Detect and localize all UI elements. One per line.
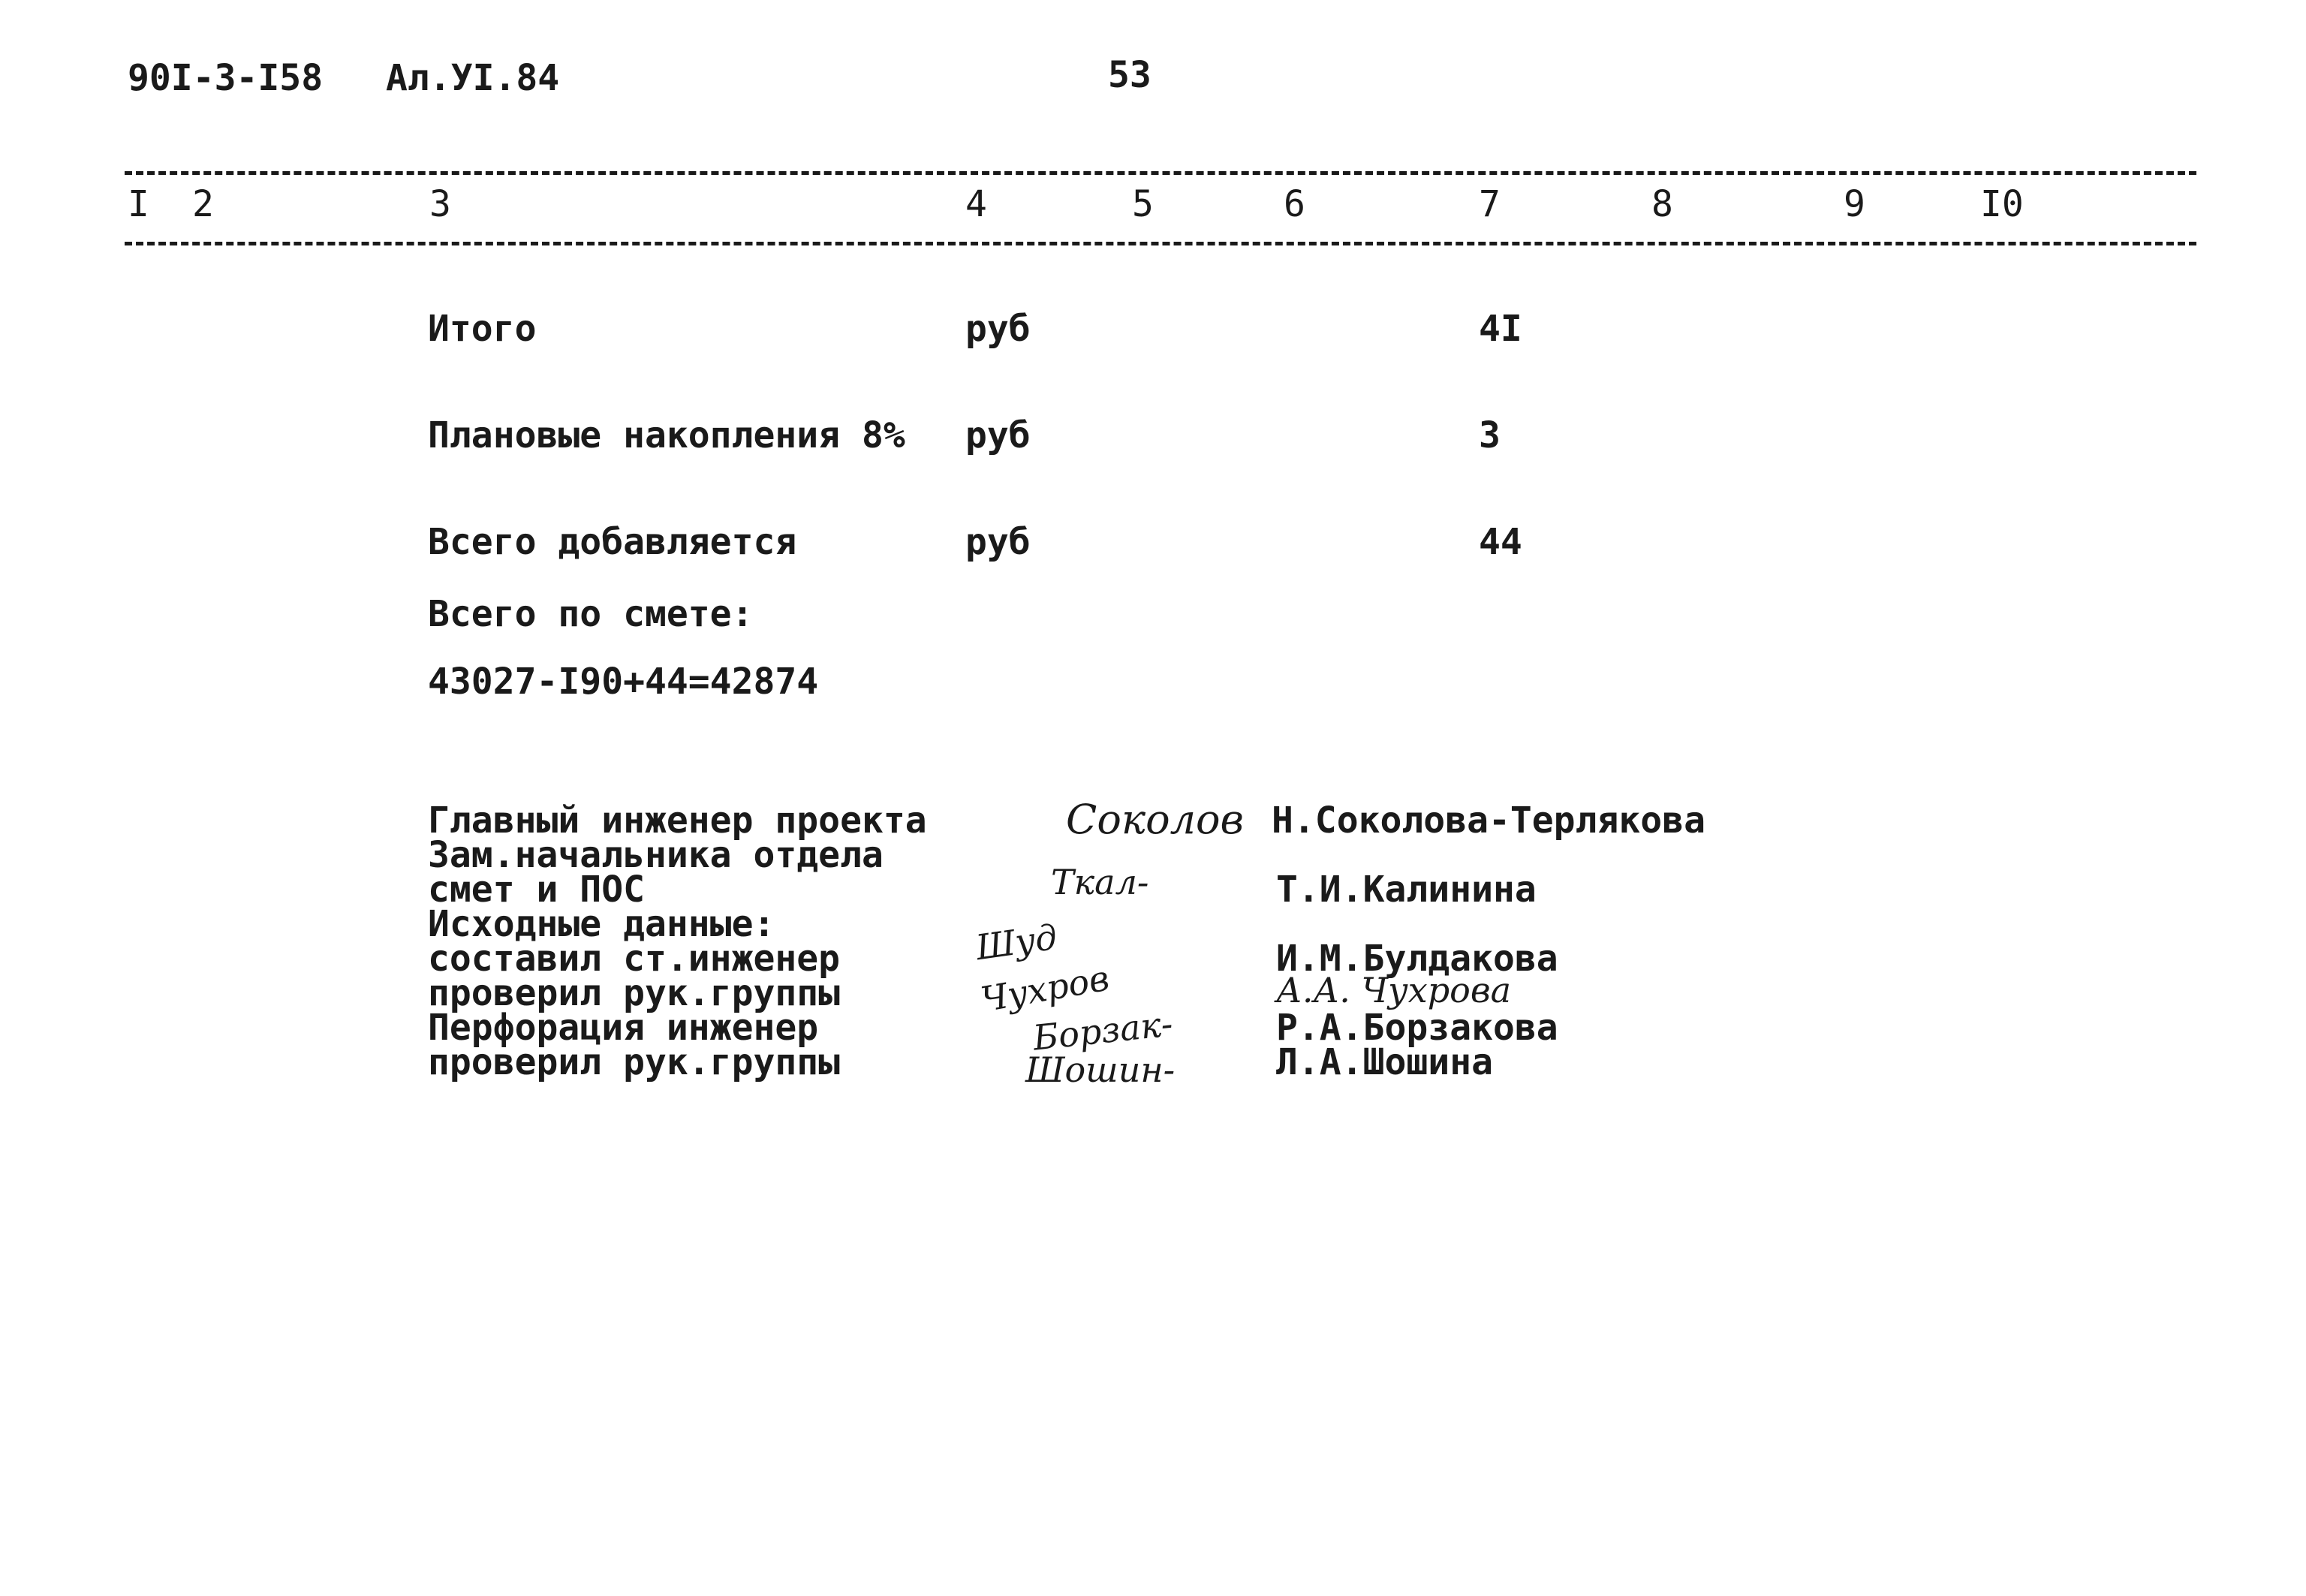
signer-title: Зам.начальника отдела	[428, 834, 884, 876]
row-name: Всего добавляется	[428, 521, 797, 563]
estimate-total-label: Всего по смете:	[428, 593, 754, 635]
table-header-top-rule	[125, 171, 2196, 175]
handwritten-signature: Шошин-	[1025, 1049, 1176, 1090]
signer-title: проверил рук.группы	[428, 972, 841, 1014]
estimate-total-formula: 43027-I90+44=42874	[428, 661, 819, 703]
signer-name-handwritten: А.А. Чухрова	[1276, 970, 1512, 1010]
row-unit: руб	[965, 521, 1031, 563]
column-number: 9	[1844, 183, 1865, 225]
column-number: 2	[192, 183, 214, 225]
signer-title: Главный инженер проекта	[428, 800, 927, 842]
column-number: 4	[965, 183, 987, 225]
table-header-bottom-rule	[125, 242, 2196, 245]
column-number: 6	[1284, 183, 1305, 225]
column-number: I0	[1980, 183, 2024, 225]
signer-title: Исходные данные:	[428, 903, 775, 945]
signer-name: Л.А.Шошина	[1276, 1041, 1493, 1083]
row-name: Итого	[428, 308, 537, 350]
signer-name: Т.И.Калинина	[1276, 869, 1537, 911]
signer-title: составил ст.инженер	[428, 938, 841, 980]
row-value: 3	[1479, 414, 1501, 456]
column-number: 7	[1479, 183, 1501, 225]
handwritten-signature: Чухров	[977, 957, 1112, 1020]
signer-title: смет и ПОС	[428, 869, 645, 911]
column-number: 3	[429, 183, 451, 225]
document-code: 90I-3-I58	[128, 57, 324, 99]
row-name: Плановые накопления 8%	[428, 414, 905, 456]
row-value: 44	[1479, 521, 1522, 563]
album-reference: Ал.УI.84	[386, 57, 560, 99]
column-number: I	[128, 183, 149, 225]
column-number: 5	[1132, 183, 1154, 225]
signer-name: И.М.Булдакова	[1276, 938, 1558, 980]
page-number: 53	[1108, 54, 1151, 96]
handwritten-signature: Шуд	[973, 916, 1060, 968]
signer-name: Н.Соколова-Терлякова	[1272, 800, 1705, 842]
row-unit: руб	[965, 308, 1031, 350]
signer-title: Перфорация инженер	[428, 1007, 819, 1049]
column-number: 8	[1651, 183, 1673, 225]
signer-title: проверил рук.группы	[428, 1041, 841, 1083]
handwritten-signature: Ткал-	[1051, 862, 1149, 902]
handwritten-signature: Соколов	[1066, 796, 1244, 843]
row-unit: руб	[965, 414, 1031, 456]
handwritten-signature: Борзак-	[1031, 1003, 1175, 1058]
signer-name: Р.А.Борзакова	[1276, 1007, 1558, 1049]
row-value: 4I	[1479, 308, 1522, 350]
